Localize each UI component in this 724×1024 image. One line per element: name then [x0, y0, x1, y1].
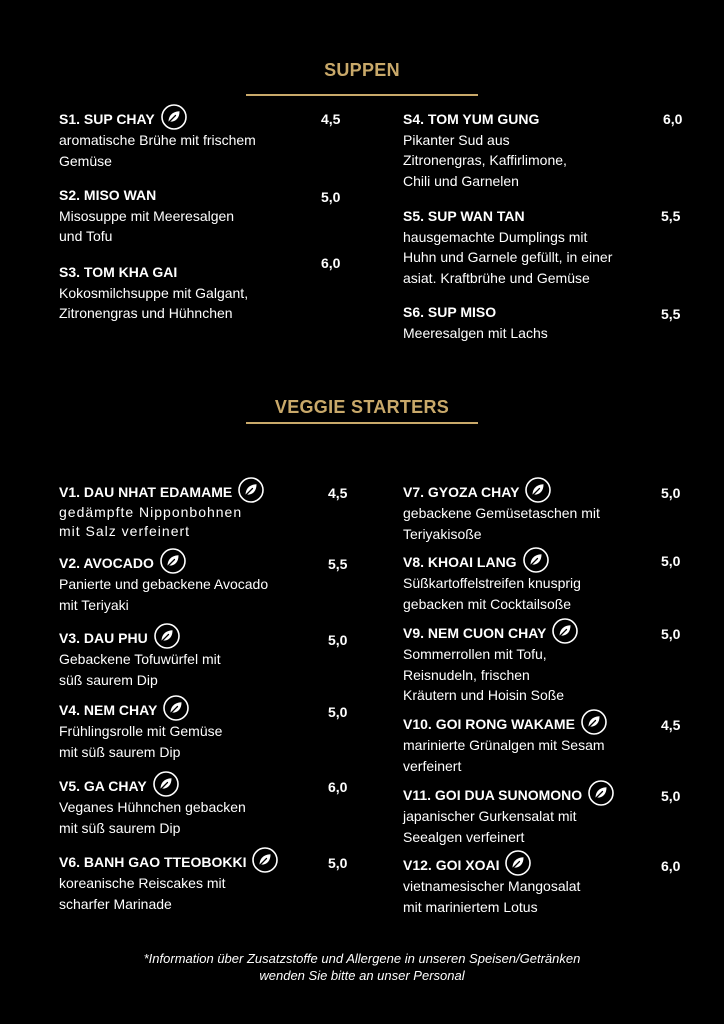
item-name: V12. GOI XOAI: [403, 857, 500, 874]
item-price: 5,0: [661, 485, 681, 501]
section-title-suppen: SUPPEN: [324, 60, 400, 80]
item-price: 5,0: [328, 632, 348, 648]
menu-item: [59, 108, 256, 171]
item-description: gedämpfte Nipponbohnen mit Salz verfeinert: [59, 504, 243, 540]
item-price: 6,0: [321, 255, 341, 271]
item-name: S3. TOM KHA GAI: [59, 264, 178, 281]
section-divider: [246, 94, 478, 96]
item-name: V8. KHOAI LANG: [403, 554, 517, 571]
item-price: 5,5: [661, 208, 681, 224]
menu-item: [59, 775, 246, 838]
item-name: V6. BANH GAO TTEOBOKKI: [59, 854, 247, 871]
menu-item: [59, 184, 234, 247]
menu-item: [59, 261, 248, 324]
item-price: 6,0: [328, 779, 348, 795]
item-description: Süßkartoffelstreifen knusprig gebacken mit Cocktailsoße: [403, 575, 581, 612]
menu-item: [59, 851, 278, 914]
leaf-icon: [552, 618, 578, 644]
item-description: marinierte Grünalgen mit Sesam verfeinert: [403, 737, 605, 774]
item-name: V10. GOI RONG WAKAME: [403, 716, 575, 733]
menu-item: [403, 854, 580, 917]
item-price: 5,0: [661, 626, 681, 642]
item-name: V5. GA CHAY: [59, 778, 147, 795]
menu-item: [403, 622, 578, 706]
leaf-icon: [161, 104, 187, 130]
item-name: S1. SUP CHAY: [59, 111, 155, 128]
leaf-icon: [523, 547, 549, 573]
item-name: V9. NEM CUON CHAY: [403, 625, 547, 642]
section-title-veggie: VEGGIE STARTERS: [274, 397, 450, 417]
leaf-icon: [252, 847, 278, 873]
leaf-icon: [581, 709, 607, 735]
item-price: 4,5: [661, 717, 681, 733]
item-price: 5,5: [328, 556, 348, 572]
item-price: 4,5: [321, 111, 341, 127]
item-name: S2. MISO WAN: [59, 187, 157, 204]
menu-item: [403, 301, 548, 343]
item-description: japanischer Gurkensalat mit Seealgen verfeinert: [403, 808, 577, 845]
menu-item: [403, 481, 600, 544]
leaf-icon: [160, 548, 186, 574]
item-price: 5,0: [328, 704, 348, 720]
item-description: aromatische Brühe mit frischem Gemüse: [59, 132, 256, 169]
leaf-icon: [505, 850, 531, 876]
item-description: Frühlingsrolle mit Gemüse mit süß saurem Dip: [59, 723, 223, 760]
allergen-notice-line-2: wenden Sie bitte an unser Personal: [259, 968, 465, 983]
item-description: Pikanter Sud aus Zitronengras, Kaffirlimone, Chili und Garnelen: [403, 131, 567, 189]
item-price: 4,5: [328, 485, 348, 501]
item-description: Meeresalgen mit Lachs: [403, 324, 548, 341]
section-divider: [246, 422, 478, 424]
item-price: 5,0: [661, 788, 681, 804]
item-price: 6,0: [663, 111, 683, 127]
item-name: V3. DAU PHU: [59, 630, 148, 647]
item-description: koreanische Reiscakes mit scharfer Marinade: [59, 875, 226, 912]
item-name: S4. TOM YUM GUNG: [403, 111, 540, 128]
menu-item: [403, 205, 612, 288]
item-price: 5,0: [328, 855, 348, 871]
item-description: vietnamesischer Mangosalat mit mariniertem Lotus: [403, 878, 581, 915]
item-description: Panierte und gebackene Avocado mit Teriyaki: [59, 576, 269, 613]
leaf-icon: [154, 623, 180, 649]
item-name: V11. GOI DUA SUNOMONO: [403, 787, 583, 804]
leaf-icon: [163, 695, 189, 721]
menu-item: [59, 481, 264, 541]
item-name: V4. NEM CHAY: [59, 702, 158, 719]
item-description: gebackene Gemüsetaschen mit Teriyakisoße: [403, 505, 600, 542]
item-name: S6. SUP MISO: [403, 304, 497, 321]
item-description: Kokosmilchsuppe mit Galgant, Zitronengras und Hühnchen: [59, 284, 249, 322]
item-price: 5,0: [661, 553, 681, 569]
menu-item: [403, 108, 567, 191]
item-description: hausgemachte Dumplings mit Huhn und Garnele gefüllt, in einer asiat. Kraftbrühe und Gemüse: [403, 228, 613, 286]
item-price: 5,5: [661, 306, 681, 322]
item-name: V7. GYOZA CHAY: [403, 484, 520, 501]
item-name: S5. SUP WAN TAN: [403, 208, 525, 225]
item-description: Misosuppe mit Meeresalgen und Tofu: [59, 207, 235, 245]
menu-item: [59, 552, 268, 615]
menu-item: [403, 713, 607, 776]
menu-item: [59, 627, 221, 690]
item-description: Sommerrollen mit Tofu, Reisnudeln, frischen Kräutern und Hoisin Soße: [403, 646, 565, 704]
leaf-icon: [238, 477, 264, 503]
item-price: 5,0: [321, 189, 341, 205]
leaf-icon: [153, 771, 179, 797]
allergen-notice-line-1: *Information über Zusatzstoffe und Allergene in unseren Speisen/Getränken: [143, 951, 581, 966]
item-price: 6,0: [661, 858, 681, 874]
item-name: V1. DAU NHAT EDAMAME: [59, 484, 233, 501]
menu-item: [403, 551, 581, 614]
item-description: Gebackene Tofuwürfel mit süß saurem Dip: [59, 651, 221, 688]
item-description: Veganes Hühnchen gebacken mit süß saurem Dip: [59, 799, 246, 836]
leaf-icon: [525, 477, 551, 503]
allergen-notice: [0, 950, 724, 984]
item-name: V2. AVOCADO: [59, 555, 154, 572]
leaf-icon: [588, 780, 614, 806]
menu-item: [403, 784, 614, 847]
menu-item: [59, 699, 222, 762]
